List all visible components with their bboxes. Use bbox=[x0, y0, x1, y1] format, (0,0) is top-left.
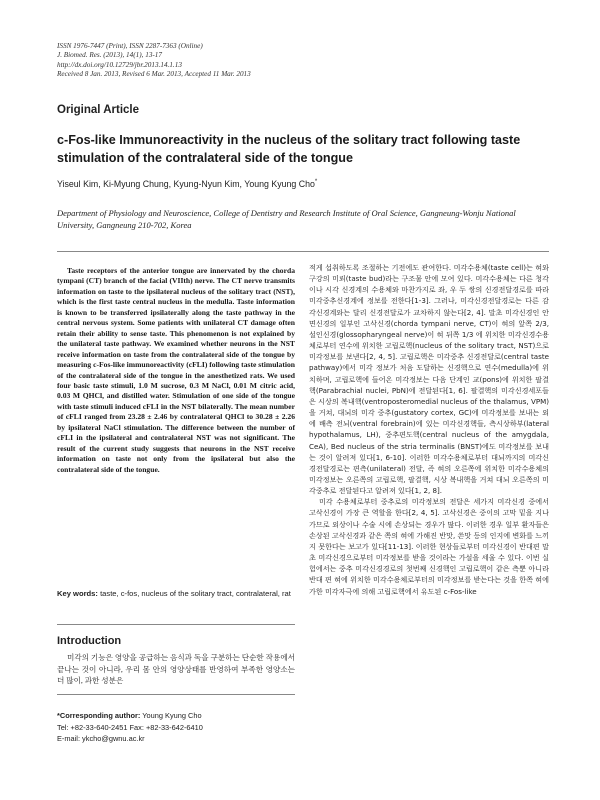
keywords-label: Key words: bbox=[57, 589, 98, 598]
keywords-divider bbox=[57, 624, 295, 625]
keywords bbox=[57, 589, 295, 600]
footnote-divider bbox=[57, 694, 295, 695]
correspondence-name: Young Kyung Cho bbox=[142, 711, 202, 720]
author-names: Yiseul Kim, Ki-Myung Chung, Kyung-Nyun Kim, Young Kyung Cho bbox=[57, 179, 315, 189]
correspondence-footnote bbox=[57, 710, 317, 745]
correspondence-label: *Corresponding author: bbox=[57, 711, 141, 720]
body-paragraph: 적게 섭취하도록 조절하는 기전에도 관여한다. 미각수용체(taste cell)는 혀와 구강의 미뢰(taste bud)라는 구조물 안에 모여 있다. 미각수용체는 다른 청각이나 시각 신경계의 수용체와 마찬가지로 좌, 우 두 쌍의 신경전달경로를 따라 미각중추신경계에 정보를 전한다[1-3]. 그러나, 미각신경전달경로는 다른 감각신경계와는 달리 신경전달로가 교차하지 않는다[2, 4]. 말초 미각신경인 안면신경의 일부인 고삭신경(chorda tympani nerve, CT)이 혀의 앞쪽 2/3, 설인신경(glossopharyngeal nerve)이 혀 뒤쪽 1/3 에 위치한 미각신경수용체로부터 연수에 위치한 고립로핵(nucleus of the solitary tract, NST)으로 미각정보를 보낸다[2, 4, 5]. 고립로핵은 미각중추 신경전달로(central taste pathway)에서 미각 정보가 처음 도달하는 신경핵으로 연수(medulla)에 위치하며, 고립로핵에 들어온 미각정보는 다음 단계인 교(pons)에 위치한 팔결핵(Parabrachial nuclei, PbN)에 전달된다[1, 6]. 팔결핵의 미각신경세포들은 시상의 복내핵(ventroposteromedial nucleus of the thalamus, VPM)을 거쳐, 대뇌의 미각 중추(gustatory cortex, GC)에 미각정보를 보내는 외에 배측 전뇌(ventral forebrain)에 있는 미각신경핵들, 측시상하부(lateral hypothalamus, LH), 중추편도핵(central nucleus of the amygdala, CeA), Bed nucleus of the stria terminalis (BNST)에도 미각정보를 보내는 것이 알려져 있다[1, 6-10]. 이러한 미각수용체로부터 대뇌까지의 미각신경전달경로는 편측(unilateral) 전달, 즉 혀의 오른쪽에 위치한 미각수용체의 미각정보는 오른쪽의 고립로핵, 팔결핵, 시상 복내핵을 거쳐 대뇌 오른쪽의 미각중추로 전달된다고 알려져 있다[1, 2, 8]. bbox=[309, 263, 549, 496]
dates-line: Received 8 Jan. 2013, Revised 6 Mar. 2013, Accepted 11 Mar. 2013 bbox=[57, 70, 251, 79]
doi-line[interactable]: http://dx.doi.org/10.12729/jbr.2013.14.1.13 bbox=[57, 60, 182, 69]
affiliation: Department of Physiology and Neuroscience, College of Dentistry and Research Institute of Oral Science, Gangneung-Wonju National University, Gangneung 210-702, Korea bbox=[57, 208, 516, 231]
paper-title: c-Fos-like Immunoreactivity in the nucleus of the solitary tract following taste stimulation of the contralateral side of the tongue bbox=[57, 133, 521, 165]
introduction-heading: Introduction bbox=[57, 635, 122, 647]
abstract: Taste receptors of the anterior tongue are innervated by the chorda tympani (CT) branch of the facial (VIIth) nerve. The CT nerve transmits information on taste to the ipsilateral nucleus of the solitary tract (NST), which is the first taste central nucleus in the medulla. Taste information is known to be transferred ipsilaterally along the taste pathway in the central nervous system. Some patients with unilateral CT damage often retain their ability to sense taste. This phenomenon is not explained by the unilateral taste pathway. We examined whether neurons in the NST receive information on taste from the contralateral side of the tongue by measuring c-Fos-like immunoreactivity (cFLI) following taste stimulation of the contralateral side of the tongue in the anesthetized rats. We used four basic taste stimuli, 1.0 M sucrose, 0.3 M NaCl, 0.01 M citric acid, 0.03 M QHCl, and distilled water. Stimulation of one side of the tongue with taste stimuli induced cFLI in the NST bilaterally. The mean number of cFLI ranged from 23.28 ± 2.46 by contralateral QHCl to 30.28 ± 2.26 by ipsilateral NaCl stimulation. The difference between the number of cFLI in the ipsilateral and contralateral NST was not significant. The result of the current study suggests that neurons in the NST receive information on taste not only from the ipsilateral but also the contralateral side of the tongue. bbox=[57, 266, 295, 474]
journal-line: J. Biomed. Res. (2013), 14(1), 13-17 bbox=[57, 51, 162, 60]
introduction-text: 미각의 기능은 영양을 공급하는 음식과 독을 구분하는 단순한 작용에서 끝나는 것이 아니라, 우리 몸 안의 영양상태를 반영하여 부족한 영양소는 더 많이, 과한 성분은 bbox=[57, 653, 295, 685]
correspondence-phone: Tel: +82-33-640-2451 Fax: +82-33-642-6410 bbox=[57, 722, 203, 732]
author-list bbox=[57, 179, 557, 189]
article-type: Original Article bbox=[57, 104, 140, 116]
header-divider bbox=[57, 251, 549, 252]
keywords-text: taste, c-fos, nucleus of the solitary tract, contralateral, rat bbox=[100, 589, 291, 598]
correspondence-email[interactable]: E-mail: ykcho@gwnu.ac.kr bbox=[57, 734, 145, 743]
issn-line: ISSN 1976-7447 (Print), ISSN 2287-7363 (Online) bbox=[57, 42, 203, 50]
body-column-right bbox=[309, 262, 549, 597]
journal-meta bbox=[57, 42, 377, 80]
corresponding-mark: * bbox=[314, 179, 318, 186]
body-paragraph: 미각 수용체로부터 중추로의 미각정보의 전달은 세가지 미각신경 중에서 고삭신경이 가장 큰 역할을 한다[2, 4, 5]. 고삭신경은 중이의 고막 밑을 지나가므로 외상이나 수술 시에 손상되는 경우가 많다. 이러한 경우 일부 환자들은 손상된 고삭신경과 같은 쪽의 혀에 가해진 반맛, 쓴맛 등의 인지에 변화를 느끼지 못한다는 보고가 있다[11-13]. 이러한 현상들로부터 미각신경이 반대편 말초 미각신경으로부터 미각정보를 받을 것이라는 가설을 세울 수 있다. 이번 실험에서는 중추 미각신경경로의 첫번째 신경핵인 고립로핵이 같은 측뿐 아니라 반대 편 혀에 위치한 미각수용체로부터의 미각정보를 받는다는 것을 한쪽 혀에 가한 미각자극에 의해 고립로핵에서 유도된 c-Fos-like bbox=[309, 497, 549, 596]
